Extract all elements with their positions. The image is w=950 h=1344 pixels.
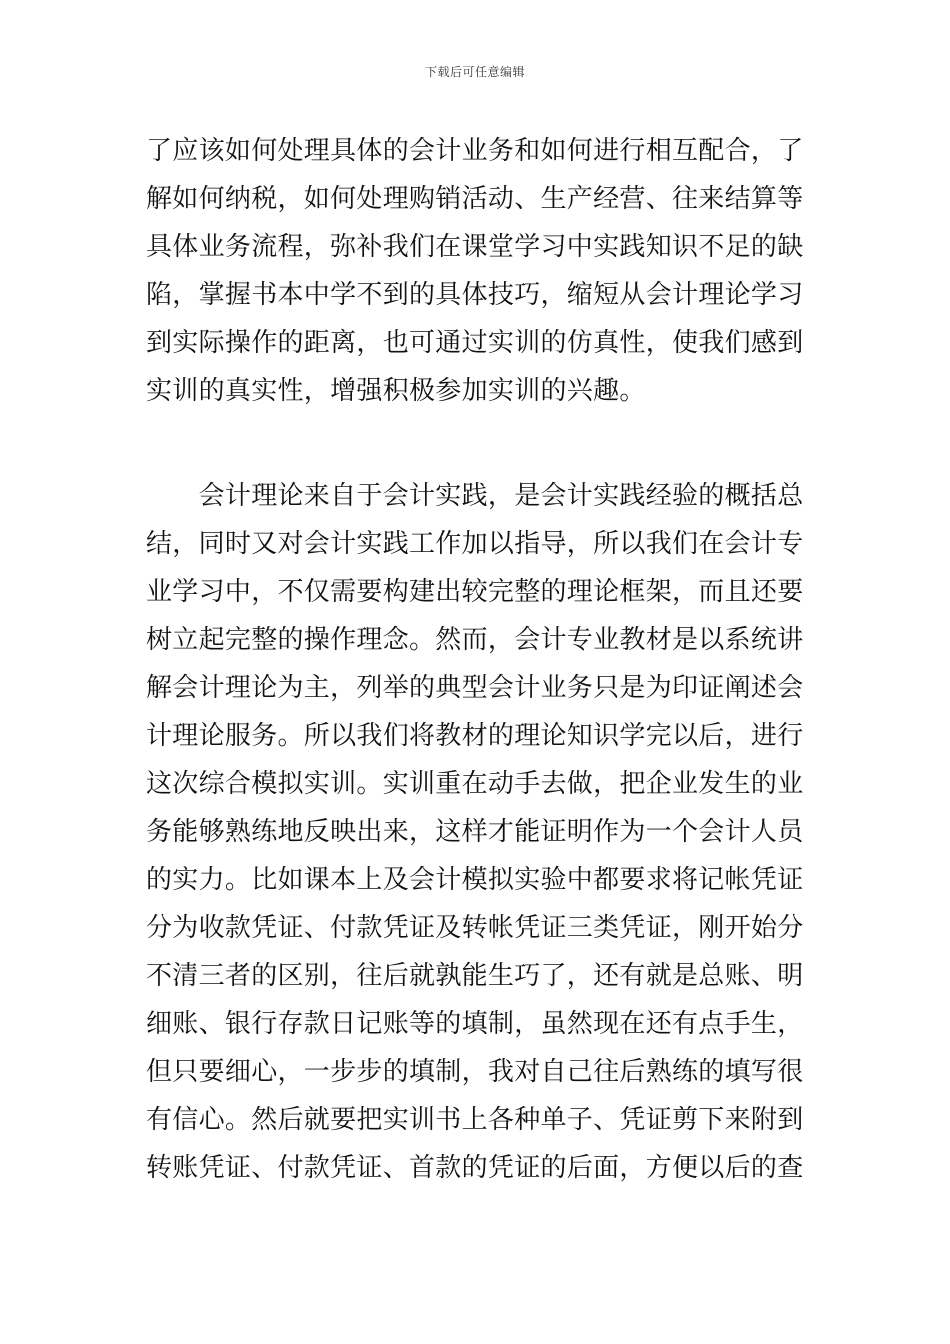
paragraph-line: 解会计理论为主，列举的典型会计业务只是为印证阐述会 — [146, 673, 804, 703]
paragraph-line: 具体业务流程，弥补我们在课堂学习中实践知识不足的缺 — [146, 232, 804, 262]
paragraph-line: 转账凭证、付款凭证、首款的凭证的后面，方便以后的查 — [146, 1153, 804, 1183]
paragraph-line: 的实力。比如课本上及会计模拟实验中都要求将记帐凭证 — [146, 865, 804, 895]
paragraph-1 — [146, 127, 806, 415]
paragraph-line: 陷，掌握书本中学不到的具体技巧，缩短从会计理论学习 — [146, 280, 804, 310]
paragraph-line: 树立起完整的操作理念。然而，会计专业教材是以系统讲 — [146, 625, 804, 655]
paragraph-line: 分为收款凭证、付款凭证及转帐凭证三类凭证，刚开始分 — [146, 913, 804, 943]
paragraph-line: 不清三者的区别，往后就孰能生巧了，还有就是总账、明 — [146, 961, 804, 991]
paragraph-line: 实训的真实性，增强积极参加实训的兴趣。 — [146, 376, 646, 406]
paragraph-2 — [146, 472, 806, 1192]
paragraph-line: 有信心。然后就要把实训书上各种单子、凭证剪下来附到 — [146, 1105, 804, 1135]
paragraph-line: 会计理论来自于会计实践，是会计实践经验的概括总 — [146, 481, 804, 511]
paragraph-line: 业学习中，不仅需要构建出较完整的理论框架，而且还要 — [146, 577, 804, 607]
paragraph-line: 计理论服务。所以我们将教材的理论知识学完以后，进行 — [146, 721, 804, 751]
paragraph-line: 解如何纳税，如何处理购销活动、生产经营、往来结算等 — [146, 184, 804, 214]
paragraph-line: 结，同时又对会计实践工作加以指导，所以我们在会计专 — [146, 529, 804, 559]
paragraph-line: 到实际操作的距离，也可通过实训的仿真性，使我们感到 — [146, 328, 804, 358]
paragraph-line: 细账、银行存款日记账等的填制，虽然现在还有点手生， — [146, 1009, 804, 1039]
paragraph-line: 务能够熟练地反映出来，这样才能证明作为一个会计人员 — [146, 817, 804, 847]
paragraph-line: 但只要细心，一步步的填制，我对自己往后熟练的填写很 — [146, 1057, 804, 1087]
page-header-note: 下载后可任意编辑 — [424, 65, 525, 79]
paragraph-line: 这次综合模拟实训。实训重在动手去做，把企业发生的业 — [146, 769, 804, 799]
paragraph-line: 了应该如何处理具体的会计业务和如何进行相互配合，了 — [146, 136, 804, 166]
